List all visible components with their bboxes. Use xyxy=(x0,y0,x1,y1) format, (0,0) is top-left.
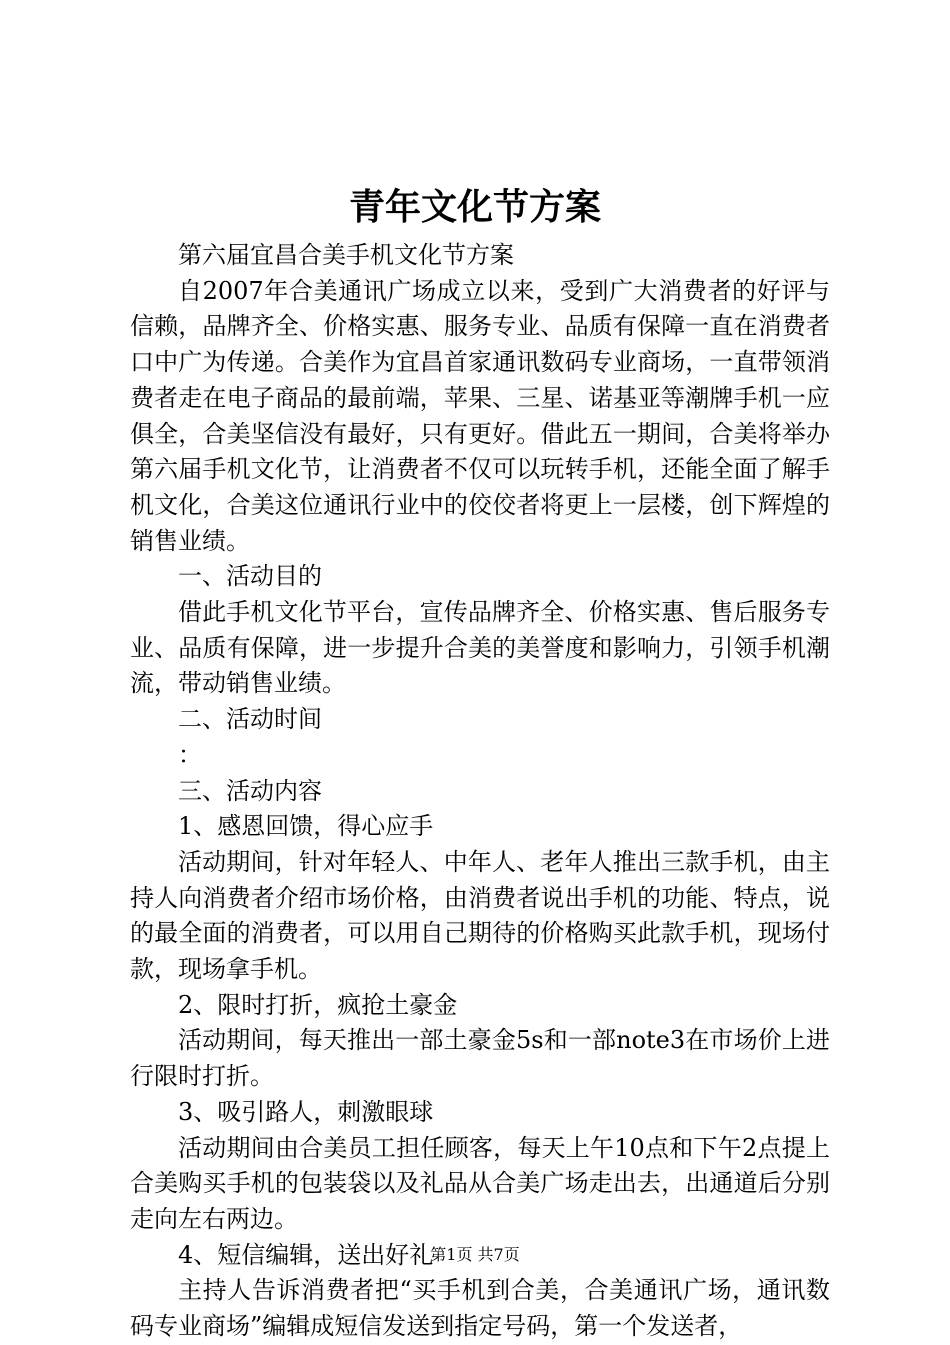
item-heading-3: 3、吸引路人，刺激眼球 xyxy=(178,1097,434,1126)
document-body xyxy=(130,238,830,1345)
purpose-paragraph: 借此手机文化节平台，宣传品牌齐全、价格实惠、售后服务专业、品质有保障，进一步提升合美的美誉度和影响力，引领手机潮流，带动销售业绩。 xyxy=(130,598,830,698)
subtitle-paragraph: 第六届宜昌合美手机文化节方案 xyxy=(178,241,514,269)
document-title: 青年文化节方案 xyxy=(348,186,601,228)
item-paragraph-3: 活动期间由合美员工担任顾客，每天上午10点和下午2点提上合美购买手机的包装袋以及礼品从合美广场走出去，出通道后分别走向左右两边。 xyxy=(130,1133,830,1233)
section-heading-purpose: 一、活动目的 xyxy=(178,562,322,591)
item-paragraph-4: 主持人告诉消费者把“买手机到合美，合美通讯广场，通讯数码专业商场”编辑成短信发送到指定号码，第一个发送者， xyxy=(130,1276,830,1341)
section-heading-time: 二、活动时间 xyxy=(178,705,322,734)
section-heading-content: 三、活动内容 xyxy=(178,776,322,805)
intro-paragraph: 自2007年合美通讯广场成立以来，受到广大消费者的好评与信赖，品牌齐全、价格实惠、服务专业、品质有保障一直在消费者口中广为传递。合美作为宜昌首家通讯数码专业商场，一直带领消费者走在电子商品的最前端，苹果、三星、诺基亚等潮牌手机一应俱全，合美坚信没有最好，只有更好。借此五一期间，合美将举办第六届手机文化节，让消费者不仅可以玩转手机，还能全面了解手机文化，合美这位通讯行业中的佼佼者将更上一层楼，创下辉煌的销售业绩。 xyxy=(130,276,830,555)
time-paragraph: ： xyxy=(178,740,202,769)
item-paragraph-2: 活动期间，每天推出一部土豪金5s和一部note3在市场价上进行限时打折。 xyxy=(130,1026,830,1091)
item-heading-4: 4、短信编辑，送出好礼 xyxy=(178,1240,434,1269)
item-paragraph-1: 活动期间，针对年轻人、中年人、老年人推出三款手机，由主持人向消费者介绍市场价格，由消费者说出手机的功能、特点，说的最全面的消费者，可以用自己期待的价格购买此款手机，现场付款，现场拿手机。 xyxy=(130,847,830,984)
page-footer: 第1页 共7页 xyxy=(430,1245,520,1264)
item-heading-2: 2、限时打折，疯抢土豪金 xyxy=(178,990,458,1019)
item-heading-1: 1、感恩回馈，得心应手 xyxy=(178,812,434,841)
